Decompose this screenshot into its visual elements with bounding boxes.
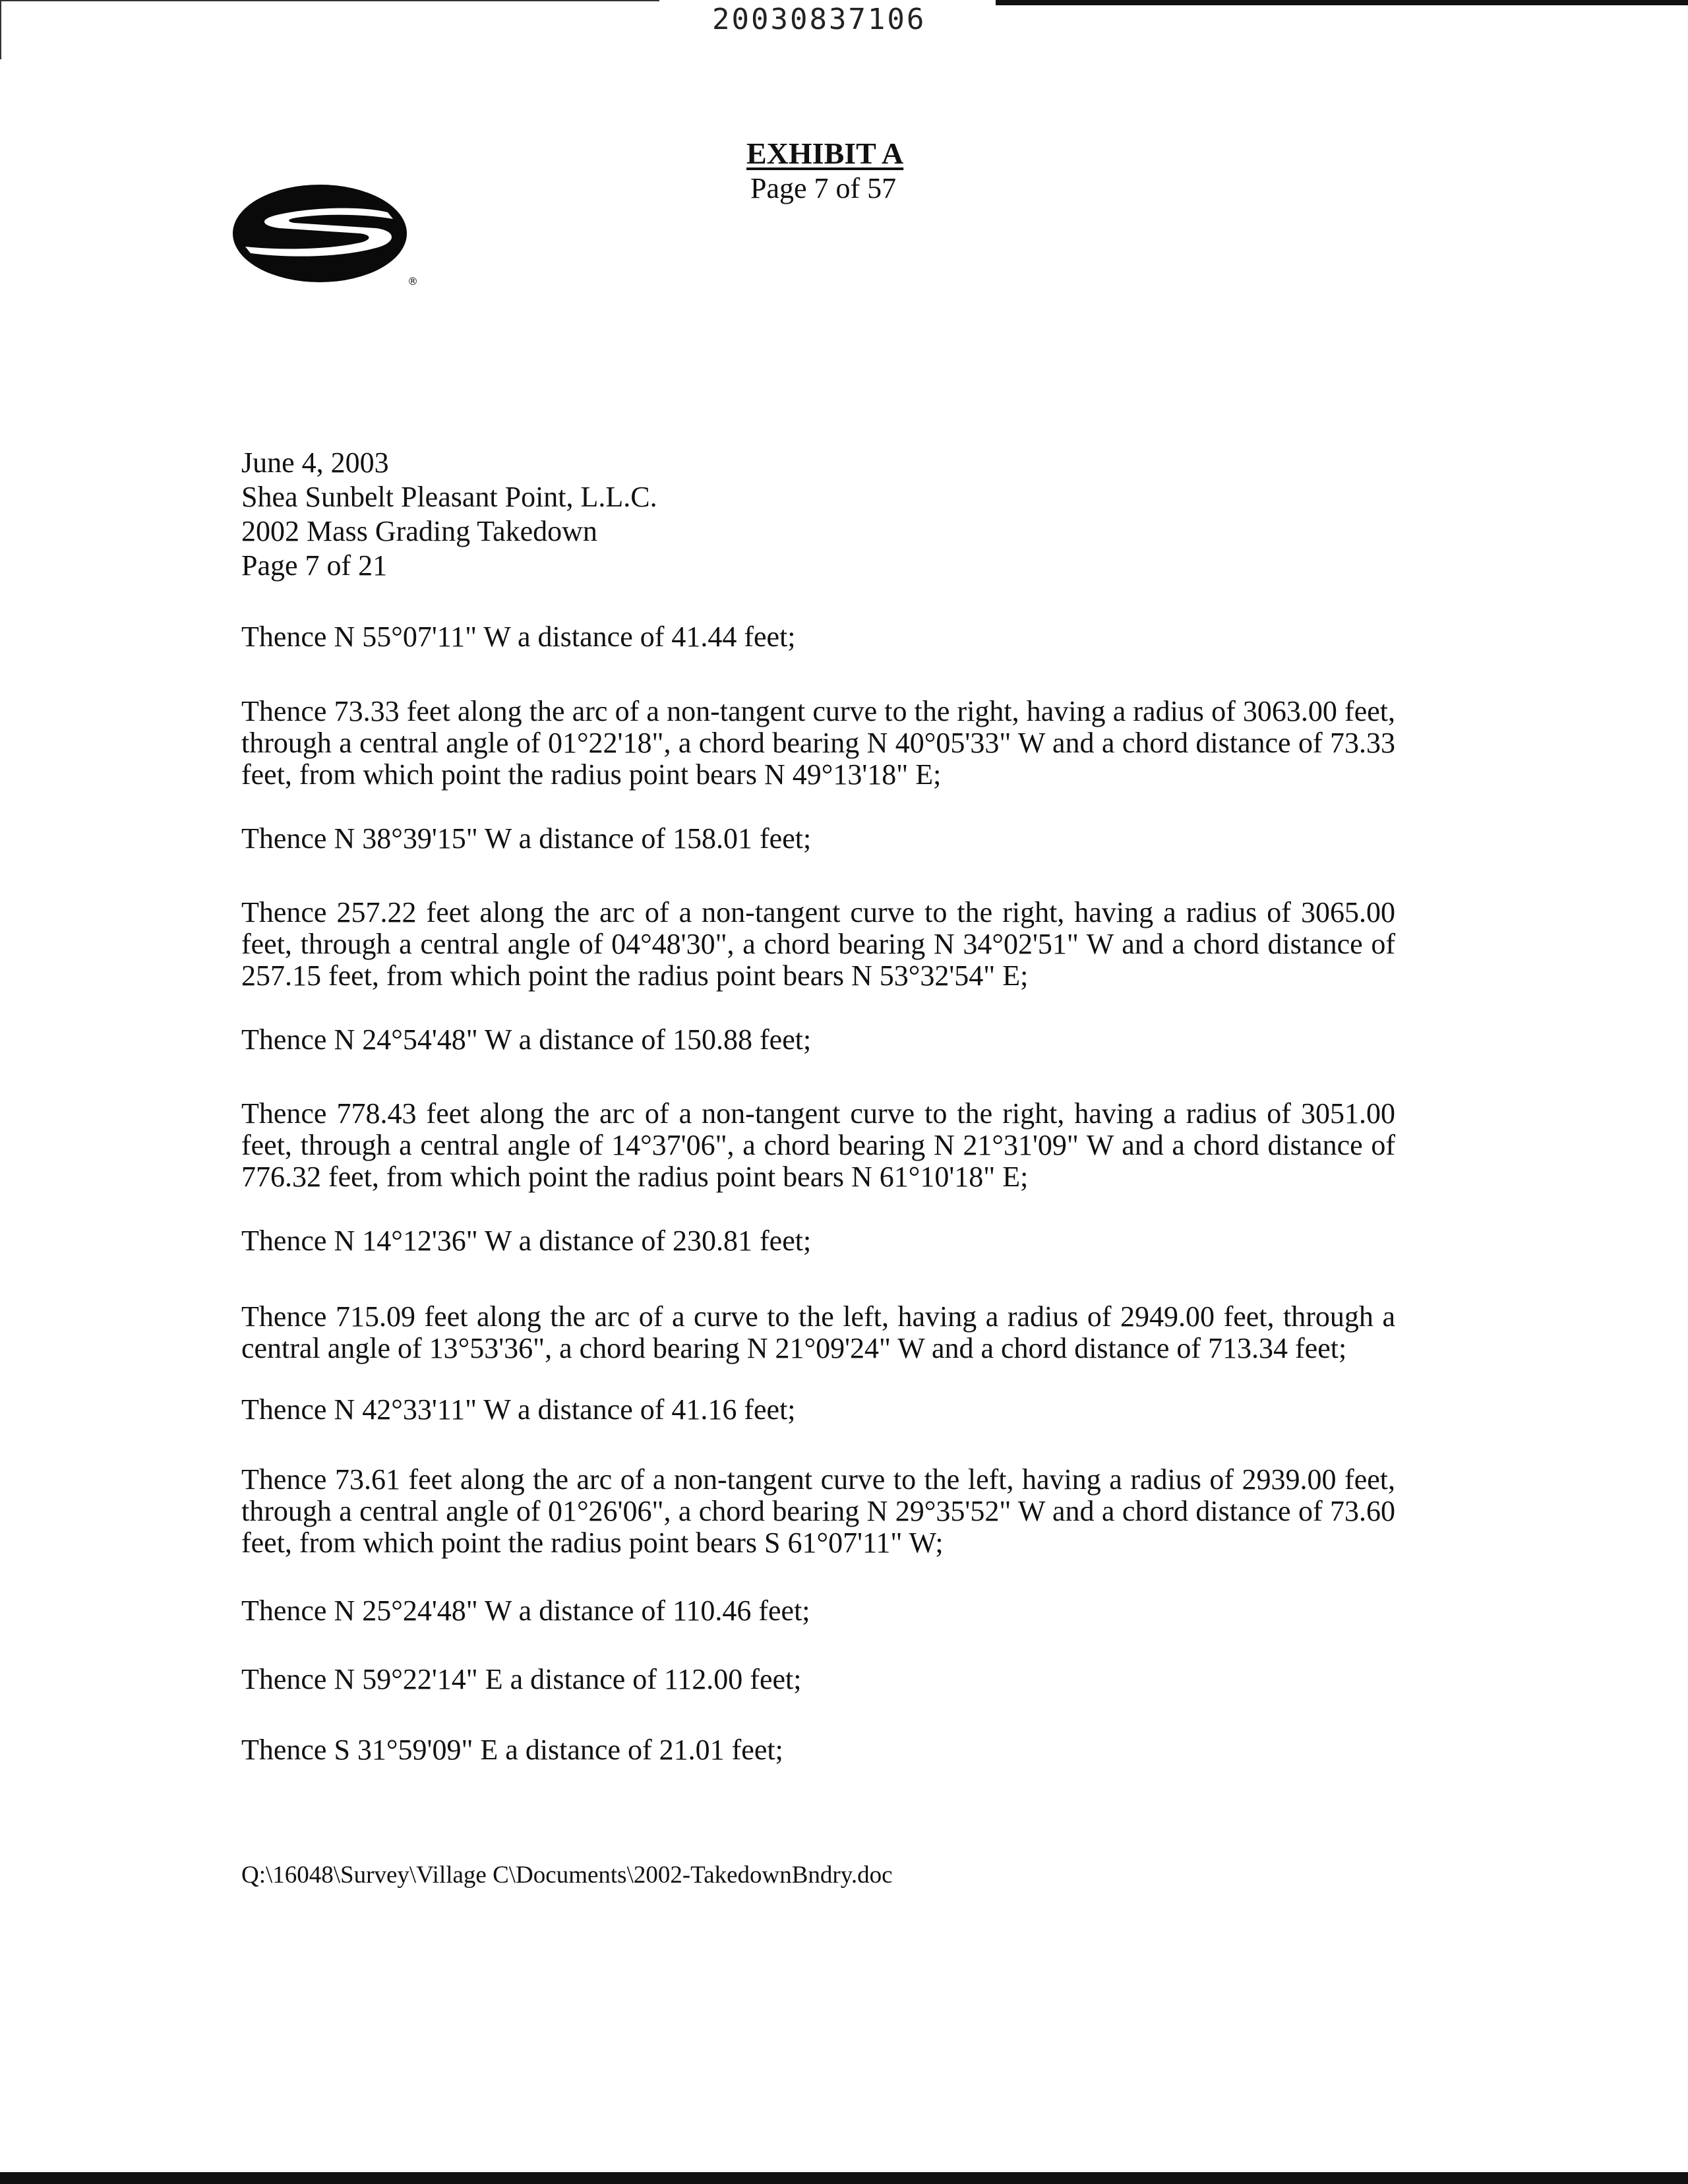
letter-project: 2002 Mass Grading Takedown bbox=[241, 515, 597, 547]
paragraph: Thence N 55°07'11" W a distance of 41.44 feet; bbox=[241, 621, 796, 653]
letter-head bbox=[241, 446, 1164, 583]
footer-file-path: Q:\16048\Survey\Village C\Documents\2002-TakedownBndry.doc bbox=[241, 1862, 893, 1889]
registered-mark: ® bbox=[407, 275, 418, 288]
document-number: 20030837106 bbox=[712, 3, 926, 36]
paragraph: Thence N 24°54'48" W a distance of 150.88 feet; bbox=[241, 1023, 812, 1056]
paragraph: Thence N 38°39'15" W a distance of 158.01 feet; bbox=[241, 822, 812, 855]
paragraph: Thence 73.61 feet along the arc of a non-tangent curve to the left, having a radius of 2939.00 feet, through a central angle of 01°26'06", a chord bearing N 29°35'52" W and a chord distance of 73.60 feet, from which point the radius point bears S 61°07'11" W; bbox=[241, 1463, 1395, 1559]
paragraph: Thence N 59°22'14" E a distance of 112.00 feet; bbox=[241, 1663, 802, 1695]
scan-border-top bbox=[996, 0, 1688, 5]
scan-border-top-left bbox=[0, 0, 659, 1]
paragraph: Thence 257.22 feet along the arc of a non-tangent curve to the right, having a radius of 3065.00 feet, through a central angle of 04°48'30", a chord bearing N 34°02'51" W and a chord distance of 257.15 feet, from which point the radius point bears N 53°32'54" E; bbox=[241, 896, 1395, 992]
paragraph: Thence N 42°33'11" W a distance of 41.16 feet; bbox=[241, 1393, 796, 1426]
letter-company: Shea Sunbelt Pleasant Point, L.L.C. bbox=[241, 481, 657, 513]
scan-border-left bbox=[0, 0, 1, 59]
paragraph: Thence N 14°12'36" W a distance of 230.81 feet; bbox=[241, 1225, 812, 1257]
exhibit-title: EXHIBIT A bbox=[746, 136, 904, 170]
paragraph: Thence 778.43 feet along the arc of a non-tangent curve to the right, having a radius of 3051.00 feet, through a central angle of 14°37'06", a chord bearing N 21°31'09" W and a chord distance of 776.32 feet, from which point the radius point bears N 61°10'18" E; bbox=[241, 1097, 1395, 1193]
letter-page-number: Page 7 of 21 bbox=[241, 549, 388, 582]
exhibit-page-number: Page 7 of 57 bbox=[750, 172, 897, 204]
paragraph: Thence 715.09 feet along the arc of a curve to the left, having a radius of 2949.00 feet, through a central angle of 13°53'36", a chord bearing N 21°09'24" W and a chord distance of 713.34 feet; bbox=[241, 1300, 1395, 1364]
paragraph: Thence S 31°59'09" E a distance of 21.01 feet; bbox=[241, 1734, 783, 1766]
letter-date: June 4, 2003 bbox=[241, 446, 389, 479]
scan-border-bottom bbox=[0, 2172, 1688, 2184]
paragraph: Thence N 25°24'48" W a distance of 110.46 feet; bbox=[241, 1594, 810, 1627]
paragraph: Thence 73.33 feet along the arc of a non-tangent curve to the right, having a radius of 3063.00 feet, through a central angle of 01°22'18", a chord bearing N 40°05'33" W and a chord distance of 73.33 feet, from which point the radius point bears N 49°13'18" E; bbox=[241, 695, 1395, 791]
shea-s-logo-icon bbox=[231, 182, 422, 294]
